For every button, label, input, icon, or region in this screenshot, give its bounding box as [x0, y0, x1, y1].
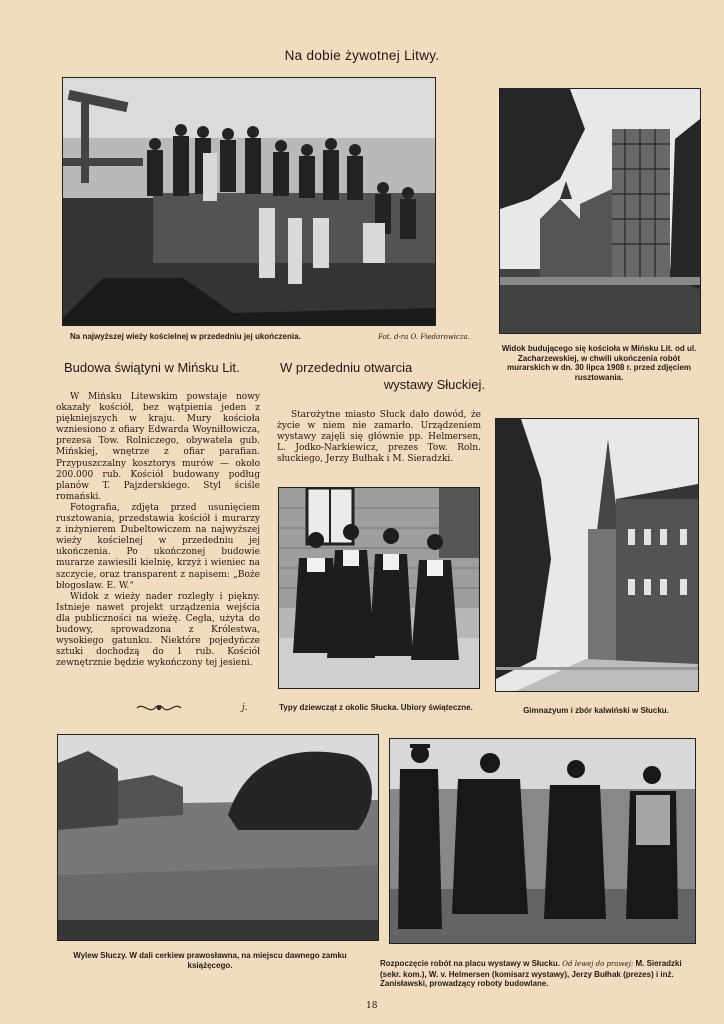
church-under-construction-photo	[499, 88, 701, 334]
article-paragraph: W Mińsku Litewskim powstaje nowy okazały kościół, bez wątpienia jeden z piękniejszych w kraju. Mury kościoła wzniesiono z ofiary Edwarda Woyniłłowicza, prezesa Tow. Rolniczego, obywatela gub. Mińskiej, wnętrze z ofiar parafian. Przypuszczalny kosztorys murów — około 200.000 rub. Kościół budowany podług planów T. Pajzderskiego. Styl ściśle romański.	[56, 392, 260, 502]
church-tower-caption: Na najwyższej wieży kościelnej w przededniu jej ukończenia.	[70, 332, 301, 341]
caption-rest-text: M. Sieradzki (sekr. kom.), W. v. Helmersen (komisarz wystawy), Jerzy Bułhak (prezes) i inż. Zanisławski, prowadzący roboty budowlane.	[380, 959, 682, 988]
church-construction-caption: Widok budującego się kościoła w Mińsku Lit. od ul. Zacharzewskiej, w chwili ukończenia robót murarskich w dn. 30 lipca 1908 r. przed zdjęciem rusztowania.	[501, 344, 697, 382]
article-body-sluck	[277, 410, 481, 465]
caption-main-text: Rozpoczęcie robót na placu wystawy w Słucku.	[380, 959, 561, 968]
heading-line: wystawy Słuckiej.	[383, 377, 485, 392]
river-flood-photo	[57, 734, 379, 941]
page-title: Na dobie żywotnej Litwy.	[284, 48, 440, 63]
caption-italic-text: Od lewej do prawej:	[562, 960, 634, 968]
crowd-on-church-tower-photo	[62, 77, 436, 326]
photo-credit: Fot. d-ra O. Fiedorowicza.	[378, 333, 471, 341]
flood-caption: Wylew Słuczy. W dali cerkiew prawosławna, na miejscu dawnego zamku książęcego.	[73, 951, 347, 970]
article-paragraph: Widok z wieży nader rozległy i piękny. Istnieje nawet projekt urządzenia wejścia dla publiczności na wieżę. Cegła, użyta do budowy, sprowadzona z Królestwa, wysokiego gatunku. Niektóre pojedyńcze sztuki dochodzą do 1 rub. Kościół zewnętrznie będzie wykończony tej jesieni.	[56, 591, 260, 669]
gymnasium-and-church-photo	[495, 418, 699, 692]
article-paragraph: Starożytne miasto Słuck dało dowód, że życie w niem nie zamarło. Urządzeniem wystawy zajęli się głównie pp. Helmersen, L. Jodko-Narkiewicz, prezes Tow. Roln. słuckiego, Jerzy Bułhak i M. Sieradzki.	[277, 410, 481, 465]
girls-caption: Typy dziewcząt z okolic Słucka. Ubiory świąteczne.	[279, 703, 473, 712]
article-signature: j.	[242, 703, 248, 713]
article-heading-sluck	[280, 359, 485, 393]
article-heading-minsk: Budowa świątyni w Mińsku Lit.	[64, 360, 240, 375]
article-paragraph: Fotografia, zdjęta przed usunięciem rusztowania, przedstawia kościół i murarzy z inżynierem Dubeltowiczem na najwyższej wieży kościelnej w przededniu jej ukończenia. Po ukończonej budowie murarze zawiesili kielnię, krzyż i wieniec na szczycie, oraz transparent z napisem: „Boże błogosław. E. W.“	[56, 502, 260, 591]
girls-in-holiday-dress-photo	[278, 487, 480, 689]
gymnasium-caption: Gimnazyum i zbór kalwiński w Słucku.	[523, 706, 669, 715]
exhibition-founders-photo	[389, 738, 696, 944]
heading-line: W przededniu otwarcia	[280, 360, 413, 375]
page-number: 18	[366, 1001, 378, 1011]
ornament-vignette-icon	[135, 700, 183, 714]
exhibition-caption	[380, 959, 698, 989]
article-body-minsk	[56, 392, 260, 669]
